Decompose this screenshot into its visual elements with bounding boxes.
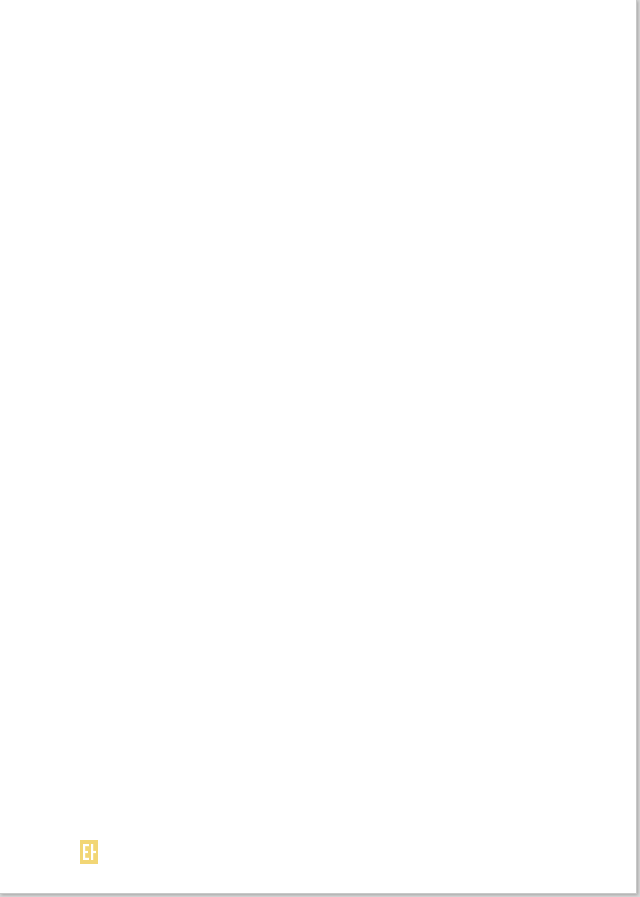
cke-logo-icon xyxy=(80,840,98,864)
page-footer xyxy=(80,838,563,866)
